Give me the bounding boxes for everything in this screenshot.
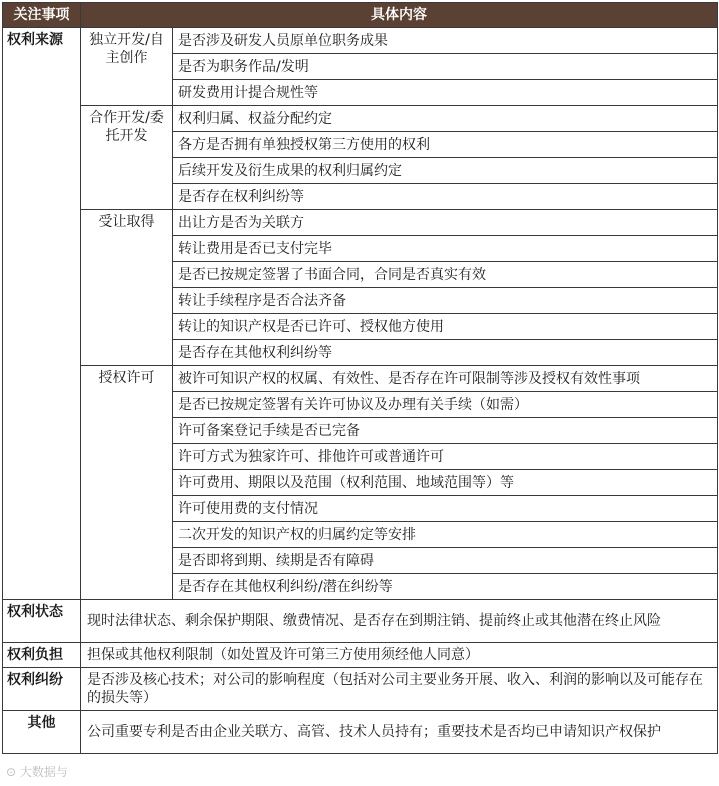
table-cell: 公司重要专利是否由企业关联方、高管、技术人员持有；重要技术是否均已申请知识产权保护 <box>81 711 718 754</box>
table-cell: 是否已按规定签署有关许可协议及办理有关手续（如需） <box>173 392 718 418</box>
table-cell: 是否为职务作品/发明 <box>173 54 718 80</box>
watermark-icon: ⊙ <box>6 765 20 779</box>
table-cell: 各方是否拥有单独授权第三方使用的权利 <box>173 132 718 158</box>
table-cell: 权利归属、权益分配约定 <box>173 106 718 132</box>
table-cell: 许可使用费的支付情况 <box>173 496 718 522</box>
category-rights-status: 权利状态 <box>3 600 81 643</box>
table-row <box>3 28 718 54</box>
table-cell: 是否存在权利纠纷等 <box>173 184 718 210</box>
table-cell: 是否存在其他权利纠纷等 <box>173 340 718 366</box>
table-cell: 担保或其他权利限制（如处置及许可第三方使用须经他人同意） <box>81 643 718 668</box>
table-cell: 是否已按规定签署了书面合同，合同是否真实有效 <box>173 262 718 288</box>
ip-checklist-table <box>2 2 718 754</box>
table-row <box>3 643 718 668</box>
table-cell: 后续开发及衍生成果的权利归属约定 <box>173 158 718 184</box>
subcategory-assignment: 受让取得 <box>81 210 173 366</box>
table-cell: 许可备案登记手续是否已完备 <box>173 418 718 444</box>
category-rights-dispute: 权利纠纷 <box>3 668 81 711</box>
table-cell: 转让费用是否已支付完毕 <box>173 236 718 262</box>
table-cell: 二次开发的知识产权的归属约定等安排 <box>173 522 718 548</box>
table-cell: 是否存在其他权利纠纷/潜在纠纷等 <box>173 574 718 600</box>
header-row <box>3 3 718 28</box>
watermark: ⊙ 大数据与 <box>6 765 68 779</box>
header-concern: 关注事项 <box>3 3 81 28</box>
table-row <box>3 600 718 643</box>
category-other: 其他 <box>3 711 81 754</box>
table-cell: 是否涉及研发人员原单位职务成果 <box>173 28 718 54</box>
table-cell: 许可方式为独家许可、排他许可或普通许可 <box>173 444 718 470</box>
category-rights-burden: 权利负担 <box>3 643 81 668</box>
table-row <box>3 668 718 711</box>
table-cell: 被许可知识产权的权属、有效性、是否存在许可限制等涉及授权有效性事项 <box>173 366 718 392</box>
subcategory-independent: 独立开发/自主创作 <box>81 28 173 106</box>
table-cell: 转让的知识产权是否已许可、授权他方使用 <box>173 314 718 340</box>
subcategory-cooperative: 合作开发/委托开发 <box>81 106 173 210</box>
table-row <box>3 711 718 754</box>
table-cell: 是否涉及核心技术；对公司的影响程度（包括对公司主要业务开展、收入、利润的影响以及可能存在的损失等） <box>81 668 718 711</box>
table-row <box>3 210 718 236</box>
table-row <box>3 106 718 132</box>
table-cell: 出让方是否为关联方 <box>173 210 718 236</box>
table-cell: 许可费用、期限以及范围（权利范围、地域范围等）等 <box>173 470 718 496</box>
category-rights-source: 权利来源 <box>3 28 81 600</box>
subcategory-license: 授权许可 <box>81 366 173 600</box>
header-content: 具体内容 <box>81 3 718 28</box>
table-cell: 是否即将到期、续期是否有障碍 <box>173 548 718 574</box>
table-row <box>3 366 718 392</box>
table-cell: 转让手续程序是否合法齐备 <box>173 288 718 314</box>
table-cell: 现时法律状态、剩余保护期限、缴费情况、是否存在到期注销、提前终止或其他潜在终止风险 <box>81 600 718 643</box>
table-cell: 研发费用计提合规性等 <box>173 80 718 106</box>
